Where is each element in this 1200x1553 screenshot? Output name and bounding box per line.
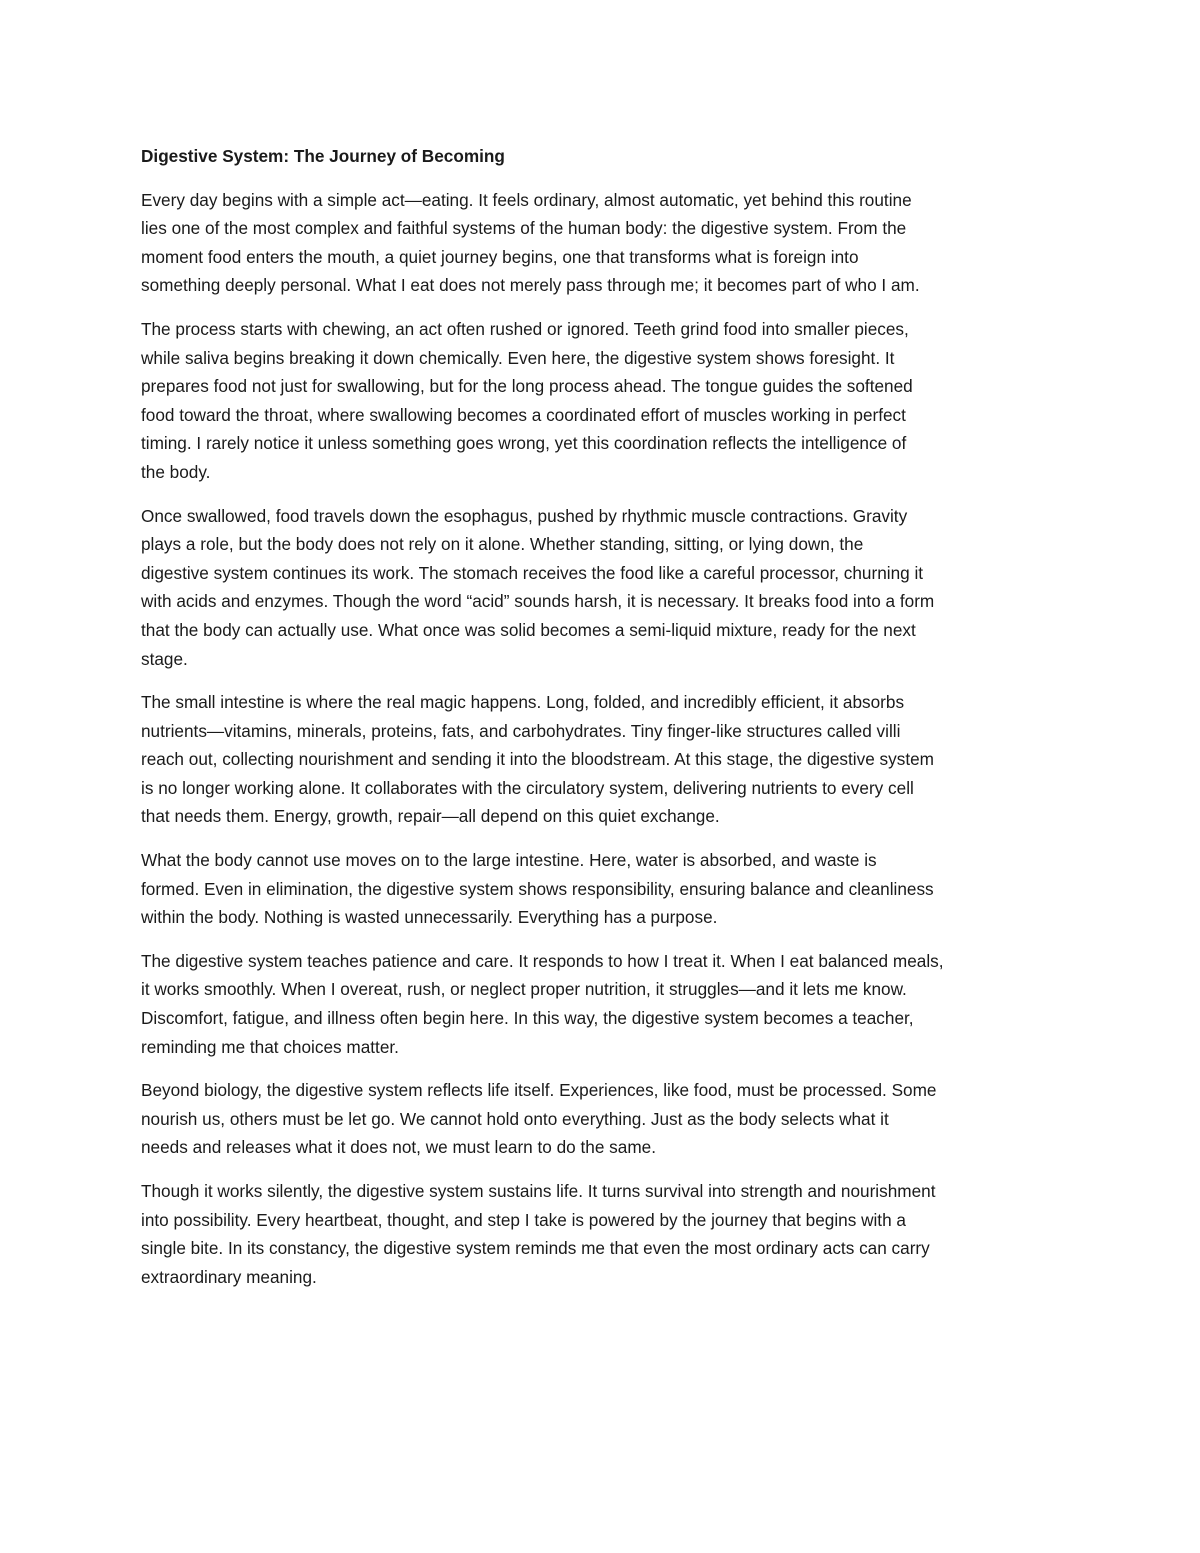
text-line: Though it works silently, the digestive system sustains life. It turns survival into strength and nourishment <box>141 1181 936 1201</box>
text-line: lies one of the most complex and faithful systems of the human body: the digestive system. From the <box>141 218 907 239</box>
text-line: The small intestine is where the real magic happens. Long, folded, and incredibly efficient, it absorbs <box>141 692 905 713</box>
paragraph <box>141 688 1066 831</box>
document-title: Digestive System: The Journey of Becoming <box>141 146 505 166</box>
paragraph <box>141 502 1066 674</box>
text-line: that needs them. Energy, growth, repair—all depend on this quiet exchange. <box>141 806 720 827</box>
document-page <box>141 142 1066 1306</box>
text-line: that the body can actually use. What once was solid becomes a semi-liquid mixture, ready for the next <box>141 619 916 640</box>
text-line: reminding me that choices matter. <box>141 1036 399 1057</box>
text-line: reach out, collecting nourishment and sending it into the bloodstream. At this stage, the digestive system <box>141 749 934 770</box>
text-line: prepares food not just for swallowing, but for the long process ahead. The tongue guides the softened <box>141 376 913 397</box>
paragraph <box>141 315 1066 487</box>
text-line: What the body cannot use moves on to the large intestine. Here, water is absorbed, and waste is <box>141 850 877 871</box>
text-line: extraordinary meaning. <box>141 1266 317 1287</box>
text-line: is no longer working alone. It collaborates with the circulatory system, delivering nutrients to every cell <box>141 777 914 798</box>
text-line: Beyond biology, the digestive system reflects life itself. Experiences, like food, must be processed. Some <box>141 1080 937 1101</box>
text-line: Every day begins with a simple act—eating. It feels ordinary, almost automatic, yet behind this routine <box>141 189 912 210</box>
text-line: digestive system continues its work. The stomach receives the food like a careful processor, churning it <box>141 562 924 583</box>
paragraph <box>141 947 1066 1061</box>
text-line: formed. Even in elimination, the digestive system shows responsibility, ensuring balance and cleanliness <box>141 878 934 899</box>
text-line: Once swallowed, food travels down the esophagus, pushed by rhythmic muscle contractions. Gravity <box>141 505 908 526</box>
document-body <box>141 186 1066 1292</box>
paragraph <box>141 1076 1066 1162</box>
text-line: Discomfort, fatigue, and illness often begin here. In this way, the digestive system becomes a teacher, <box>141 1008 914 1029</box>
text-line: something deeply personal. What I eat does not merely pass through me; it becomes part of who I am. <box>141 275 920 296</box>
text-line: moment food enters the mouth, a quiet journey begins, one that transforms what is foreign into <box>141 246 859 267</box>
text-line: needs and releases what it does not, we must learn to do the same. <box>141 1137 656 1158</box>
paragraph <box>141 1177 1066 1291</box>
text-line: The digestive system teaches patience and care. It responds to how I treat it. When I eat balanced meals, <box>141 950 944 971</box>
text-line: The process starts with chewing, an act often rushed or ignored. Teeth grind food into smaller pieces, <box>141 318 909 339</box>
paragraph <box>141 186 1066 300</box>
text-line: the body. <box>141 461 211 482</box>
text-line: nourish us, others must be let go. We cannot hold onto everything. Just as the body selects what it <box>141 1108 889 1129</box>
text-line: single bite. In its constancy, the digestive system reminds me that even the most ordinary acts can carry <box>141 1238 930 1259</box>
text-line: within the body. Nothing is wasted unnecessarily. Everything has a purpose. <box>141 907 718 928</box>
text-line: plays a role, but the body does not rely on it alone. Whether standing, sitting, or lying down, the <box>141 534 864 555</box>
text-line: it works smoothly. When I overeat, rush, or neglect proper nutrition, it struggles—and it lets me know. <box>141 979 907 1000</box>
paragraph <box>141 846 1066 932</box>
text-line: while saliva begins breaking it down chemically. Even here, the digestive system shows foresight. It <box>141 347 895 368</box>
text-line: nutrients—vitamins, minerals, proteins, fats, and carbohydrates. Tiny finger-like structures called villi <box>141 720 901 741</box>
text-line: timing. I rarely notice it unless something goes wrong, yet this coordination reflects the intelligence of <box>141 433 907 454</box>
text-line: with acids and enzymes. Though the word “acid” sounds harsh, it is necessary. It breaks food into a form <box>141 591 935 612</box>
text-line: food toward the throat, where swallowing becomes a coordinated effort of muscles working in perfect <box>141 404 906 425</box>
text-line: stage. <box>141 648 188 669</box>
text-line: into possibility. Every heartbeat, thought, and step I take is powered by the journey that begins with a <box>141 1209 906 1230</box>
